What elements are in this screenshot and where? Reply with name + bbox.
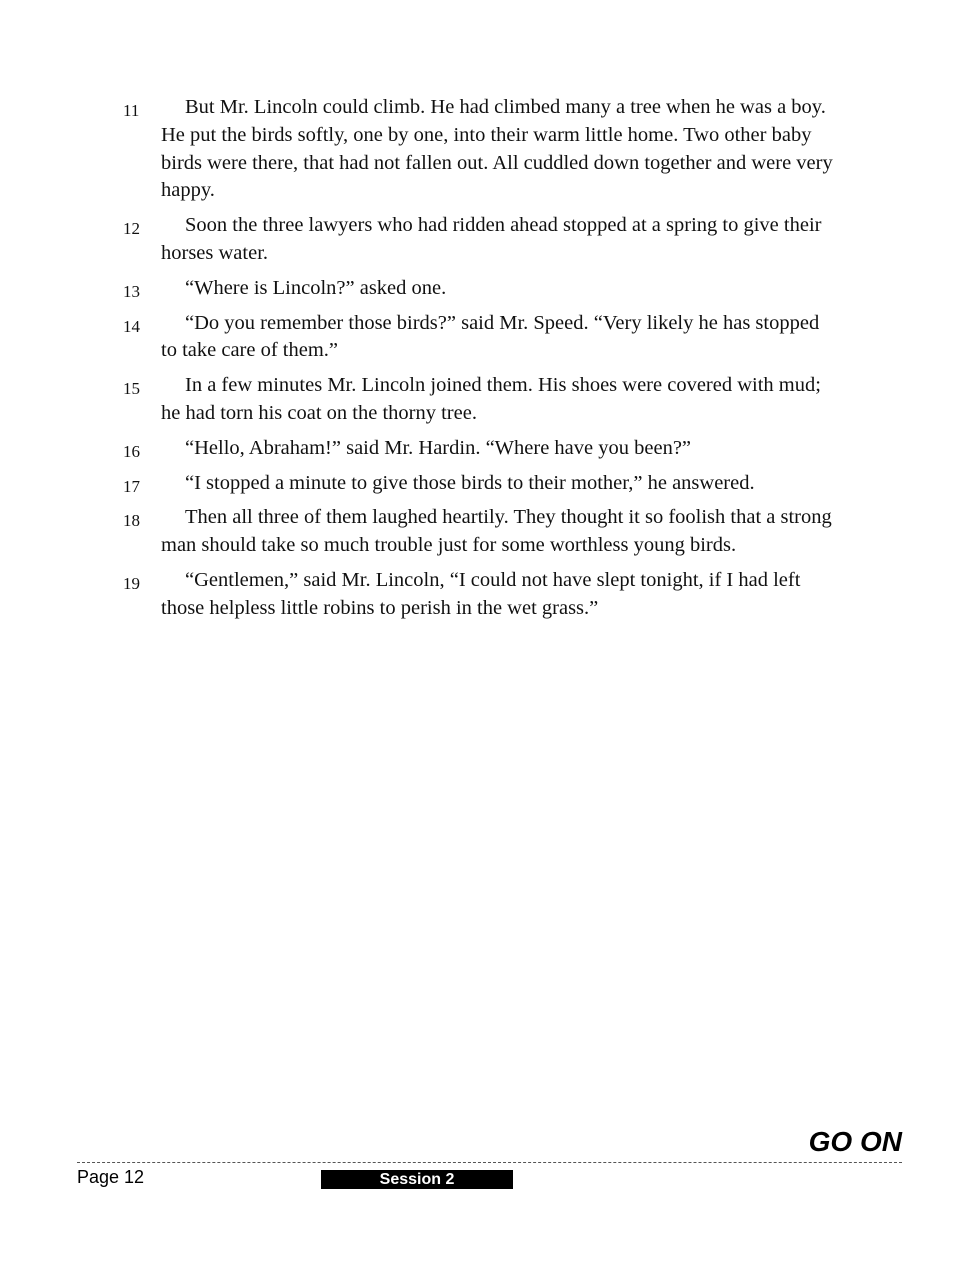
go-on-label: GO ON — [808, 1126, 902, 1157]
paragraph-number: 19 — [123, 573, 140, 593]
paragraph-18 — [0, 504, 979, 560]
paragraph-number: 14 — [123, 316, 140, 336]
paragraph-13 — [0, 275, 979, 303]
page-number: Page 12 — [77, 1167, 145, 1187]
paragraph-19 — [0, 567, 979, 623]
paragraph-text: “Hello, Abraham!” said Mr. Hardin. “Where have you been?” — [185, 436, 692, 459]
paragraph-17 — [0, 470, 979, 498]
paragraph-text: Then all three of them laughed heartily. They thought it so foolish that a strong man should take so much trouble just for some worthless young birds. — [161, 506, 832, 557]
footer-divider — [77, 1162, 902, 1163]
paragraph-text: But Mr. Lincoln could climb. He had climbed many a tree when he was a boy. He put the birds softly, one by one, into their warm little home. Two other baby birds were there, that had not fallen out. All cuddled down together and were very happy. — [161, 96, 833, 202]
paragraph-12 — [0, 212, 979, 268]
passage — [0, 94, 979, 630]
paragraph-11 — [0, 94, 979, 205]
paragraph-15 — [0, 372, 979, 428]
paragraph-text: In a few minutes Mr. Lincoln joined them. His shoes were covered with mud; he had torn his coat on the thorny tree. — [161, 374, 821, 424]
paragraph-16 — [0, 435, 979, 463]
paragraph-text: “Where is Lincoln?” asked one. — [185, 276, 447, 299]
paragraph-number: 15 — [123, 379, 140, 399]
paragraph-number: 17 — [123, 476, 140, 496]
paragraph-number: 18 — [123, 511, 140, 531]
paragraph-number: 12 — [123, 219, 140, 239]
session-label: Session 2 — [321, 1170, 513, 1189]
paragraph-14 — [0, 310, 979, 366]
paragraph-text: Soon the three lawyers who had ridden ahead stopped at a spring to give their horses water. — [161, 214, 822, 264]
paragraph-number: 13 — [123, 281, 140, 301]
paragraph-text: “I stopped a minute to give those birds to their mother,” he answered. — [185, 471, 755, 494]
paragraph-number: 11 — [123, 101, 140, 120]
paragraph-text: “Do you remember those birds?” said Mr. Speed. “Very likely he has stopped to take care of them.” — [161, 311, 820, 362]
paragraph-number: 16 — [123, 441, 140, 461]
paragraph-text: “Gentlemen,” said Mr. Lincoln, “I could not have slept tonight, if I had left those helpless little robins to perish in the wet grass.” — [161, 568, 801, 619]
